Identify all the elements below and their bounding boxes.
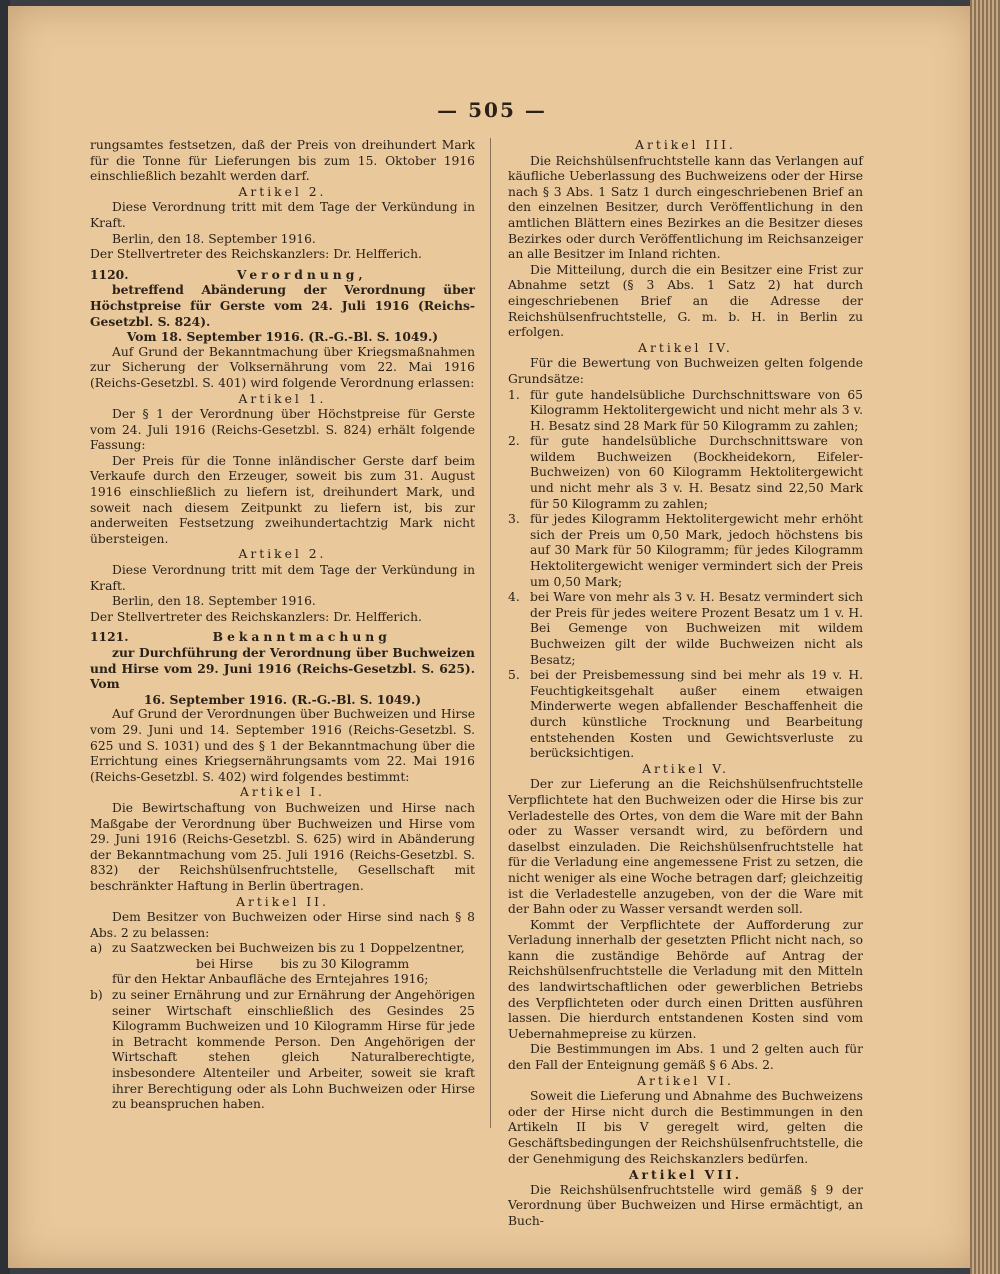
article-heading: Artikel VII.	[629, 1167, 742, 1183]
decree-title: zur Durchführung der Verordnung über Buchweizen und Hirse vom 29. Juni 1916 (Reichs-Gesetzbl. S. 625). Vom	[90, 645, 475, 692]
page-number: — 505 —	[437, 98, 547, 122]
article-heading: Artikel I.	[240, 785, 325, 800]
paragraph: Die Bewirtschaftung von Buchweizen und Hirse nach Maßgabe der Verordnung über Buchweizen und Hirse vom 29. Juni 1916 (Reichs-Gesetzbl. S. 625) wird in Abänderung der Bekanntmachung vom 25. Juli 1916 (Reichs-Gesetzbl. S. 832) der Reichshülsenfruchtstelle, Gesellschaft mit beschränkter Haftung in Berlin übertragen.	[90, 800, 475, 893]
paragraph: Auf Grund der Verordnungen über Buchweizen und Hirse vom 29. Juni und 14. September 1916 (Reichs-Gesetzbl. S. 625 und S. 1031) und des § 1 der Bekanntmachung über die Errichtung eines Kriegsernährungsamts vom 22. Mai 1916 (Reichs-Gesetzbl. S. 402) wird folgendes bestimmt:	[90, 707, 475, 784]
list-item-label: 3.	[508, 512, 520, 527]
list-item	[508, 512, 863, 590]
list-item-line: bei Hirse bis zu 30 Kilogramm	[196, 956, 410, 971]
paragraph: Für die Bewertung von Buchweizen gelten folgende Grundsätze:	[508, 356, 863, 386]
decree-number: 1120.	[90, 266, 129, 282]
list-item-text	[112, 941, 475, 988]
decree-header	[90, 629, 475, 645]
list-item-text: bei der Preisbemessung sind bei mehr als 19 v. H. Feuchtigkeitsgehalt außer einem etwaigen Minderwerte wegen abfallender Beschaffenheit die durch künstliche Trocknung und Bearbeitung entstehenden Kosten und Gewichtsverluste zu berücksichtigen.	[530, 668, 863, 761]
paragraph: rungsamtes festsetzen, daß der Preis von dreihundert Mark für die Tonne für Lieferungen bis zum 15. Oktober 1916 einschließlich bezahlt werden darf.	[90, 138, 475, 184]
list-item-text: für gute handelsübliche Durchschnittsware von wildem Buchweizen (Bockheidekorn, Eifeler-Buchweizen) von 60 Kilogramm Hektolitergewicht und nicht mehr als 3 v. H. Besatz sind 22,50 Mark für 50 Kilogramm zu zahlen;	[530, 434, 863, 511]
list-item	[508, 434, 863, 512]
decree-date: 16. September 1916. (R.-G.-Bl. S. 1049.)	[143, 691, 422, 707]
list-item-label: 2.	[508, 434, 520, 449]
article-heading: Artikel IV.	[638, 340, 733, 355]
document-page	[8, 6, 976, 1268]
decree-kind: Verordnung,	[236, 266, 367, 282]
article-heading: Artikel 2.	[238, 184, 327, 199]
right-column	[508, 138, 863, 1230]
article-heading: Artikel 1.	[238, 391, 327, 406]
paragraph: Soweit die Lieferung und Abnahme des Buchweizens oder der Hirse nicht durch die Bestimmungen in den Artikeln II bis V geregelt wird, gelten die Geschäftsbedingungen der Reichshülsenfruchtstelle, die der Genehmigung des Reichskanzlers bedürfen.	[508, 1089, 863, 1166]
paragraph: Diese Verordnung tritt mit dem Tage der Verkündung in Kraft.	[90, 200, 475, 230]
signature-line: Der Stellvertreter des Reichskanzlers: Dr. Helfferich.	[90, 247, 422, 262]
paragraph: Die Reichshülsenfruchtstelle kann das Verlangen auf käufliche Ueberlassung des Buchweizens oder der Hirse nach § 3 Abs. 1 Satz 1 durch eingeschriebenen Brief an den einzelnen Besitzer, durch Veröffentlichung in den amtlichen Blättern eines Bezirkes an die Besitzer dieses Bezirkes oder durch Veröffentlichung im Reichsanzeiger an alle Besitzer im Inland richten.	[508, 153, 863, 262]
list-item	[508, 668, 863, 762]
list-item	[90, 941, 475, 988]
article-heading: Artikel II.	[236, 894, 329, 909]
decree-date: Vom 18. September 1916. (R.-G.-Bl. S. 1049.)	[126, 329, 439, 345]
place-date: Berlin, den 18. September 1916.	[112, 594, 316, 609]
list-item-line: für den Hektar Anbaufläche des Erntejahres 1916;	[112, 972, 429, 987]
paragraph: Auf Grund der Bekanntmachung über Kriegsmaßnahmen zur Sicherung der Volksernährung vom 22. Mai 1916 (Reichs-Gesetzbl. S. 401) wird folgende Verordnung erlassen:	[90, 344, 475, 390]
decree-header	[90, 267, 475, 283]
list-item	[508, 388, 863, 435]
list-item	[90, 988, 475, 1113]
paragraph: Die Mitteilung, durch die ein Besitzer eine Frist zur Abnahme setzt (§ 3 Abs. 1 Satz 2) hat durch eingeschriebenen Brief an die Adresse der Reichshülsenfruchtstelle, G. m. b. H. in Berlin zu erfolgen.	[508, 262, 863, 340]
list-item-label: 1.	[508, 387, 520, 402]
paragraph: Diese Verordnung tritt mit dem Tage der Verkündung in Kraft.	[90, 563, 475, 593]
article-heading: Artikel V.	[642, 761, 729, 776]
signature-line: Der Stellvertreter des Reichskanzlers: Dr. Helfferich.	[90, 609, 422, 624]
article-heading: Artikel VI.	[637, 1073, 734, 1088]
paragraph: Kommt der Verpflichtete der Aufforderung zur Verladung innerhalb der gesetzten Pflicht nicht nach, so kann die zuständige Behörde auf Antrag der Reichshülsenfruchtstelle die Verladung mit den Mitteln des landwirtschaftlichen oder gewerblichen Betriebs des Verpflichteten oder durch einen Dritten ausführen lassen. Die hierdurch entstandenen Kosten sind vom Uebernahmepreise zu kürzen.	[508, 917, 863, 1041]
paragraph: Der § 1 der Verordnung über Höchstpreise für Gerste vom 24. Juli 1916 (Reichs-Gesetzbl. S. 824) erhält folgende Fassung:	[90, 407, 475, 453]
list-item-text: für gute handelsübliche Durchschnittsware von 65 Kilogramm Hektolitergewicht und nicht mehr als 3 v. H. Besatz sind 28 Mark für 50 Kilogramm zu zahlen;	[530, 387, 863, 433]
decree-kind: Bekanntmachung	[212, 629, 391, 645]
decree-number: 1121.	[90, 629, 129, 645]
place-date: Berlin, den 18. September 1916.	[112, 231, 316, 246]
paragraph: Die Bestimmungen im Abs. 1 und 2 gelten auch für den Fall der Enteignung gemäß § 6 Abs. 2.	[508, 1042, 863, 1073]
article-heading: Artikel 2.	[238, 547, 327, 562]
list-item-label: a)	[90, 941, 103, 956]
list-item-text: bei Ware von mehr als 3 v. H. Besatz vermindert sich der Preis für jedes weitere Prozent Besatz um 1 v. H. Bei Gemenge von Buchweizen mit wildem Buchweizen gilt der wilde Buchweizen nicht als Besatz;	[530, 590, 863, 667]
list-item	[508, 590, 863, 668]
list-item-text: für jedes Kilogramm Hektolitergewicht mehr erhöht sich der Preis um 0,50 Mark, jedoch höchstens bis auf 30 Mark für 50 Kilogramm; für jedes Kilogramm Hektolitergewicht weniger vermindert sich der Preis um 0,50 Mark;	[530, 512, 863, 589]
paragraph: Der Preis für die Tonne inländischer Gerste darf beim Verkaufe durch den Erzeuger, soweit bis zum 31. August 1916 einschließlich zu liefern ist, dreihundert Mark, und soweit nach diesem Zeitpunkt zu liefern ist, bis zur anderweiten Festsetzung zweihundertachtzig Mark nicht übersteigen.	[90, 453, 475, 546]
list-item-text: zu seiner Ernährung und zur Ernährung der Angehörigen seiner Wirtschaft einschließlich des Gesindes 25 Kilogramm Buchweizen und 10 Kilogramm Hirse für jede in Betracht kommende Person. Den Angehörigen der Wirtschaft stehen gleich Naturalberechtigte, insbesondere Altenteiler und Arbeiter, soweit sie kraft ihrer Berechtigung oder als Lohn Buchweizen oder Hirse zu beanspruchen haben.	[112, 988, 475, 1112]
paragraph: Der zur Lieferung an die Reichshülsenfruchtstelle Verpflichtete hat den Buchweizen oder die Hirse bis zur Verladestelle des Ortes, von dem die Ware mit der Bahn oder zu Wasser versandt wird, zu befördern und daselbst einzuladen. Die Reichshülsenfruchtstelle hat für die Verladung eine angemessene Frist zu setzen, die nicht weniger als eine Woche betragen darf; gleichzeitig ist die Verladestelle anzugeben, von der die Ware mit der Bahn oder zu Wasser versandt werden soll.	[508, 777, 863, 917]
paragraph: Die Reichshülsenfruchtstelle wird gemäß § 9 der Verordnung über Buchweizen und Hirse ermächtigt, an Buch-	[508, 1182, 863, 1228]
left-column	[90, 138, 475, 1113]
page-stack-edge	[970, 0, 1000, 1274]
article-heading: Artikel III.	[635, 138, 736, 152]
list-item-label: 4.	[508, 590, 520, 605]
column-divider	[490, 138, 491, 1128]
list-item-line: zu Saatzwecken bei Buchweizen bis zu 1 Doppelzentner,	[112, 941, 465, 956]
paragraph: Dem Besitzer von Buchweizen oder Hirse sind nach § 8 Abs. 2 zu belassen:	[90, 910, 475, 940]
list-item-label: b)	[90, 988, 103, 1003]
list-item-label: 5.	[508, 668, 520, 683]
decree-title: betreffend Abänderung der Verordnung über Höchstpreise für Gerste vom 24. Juli 1916 (Reichs-Gesetzbl. S. 824).	[90, 282, 475, 329]
